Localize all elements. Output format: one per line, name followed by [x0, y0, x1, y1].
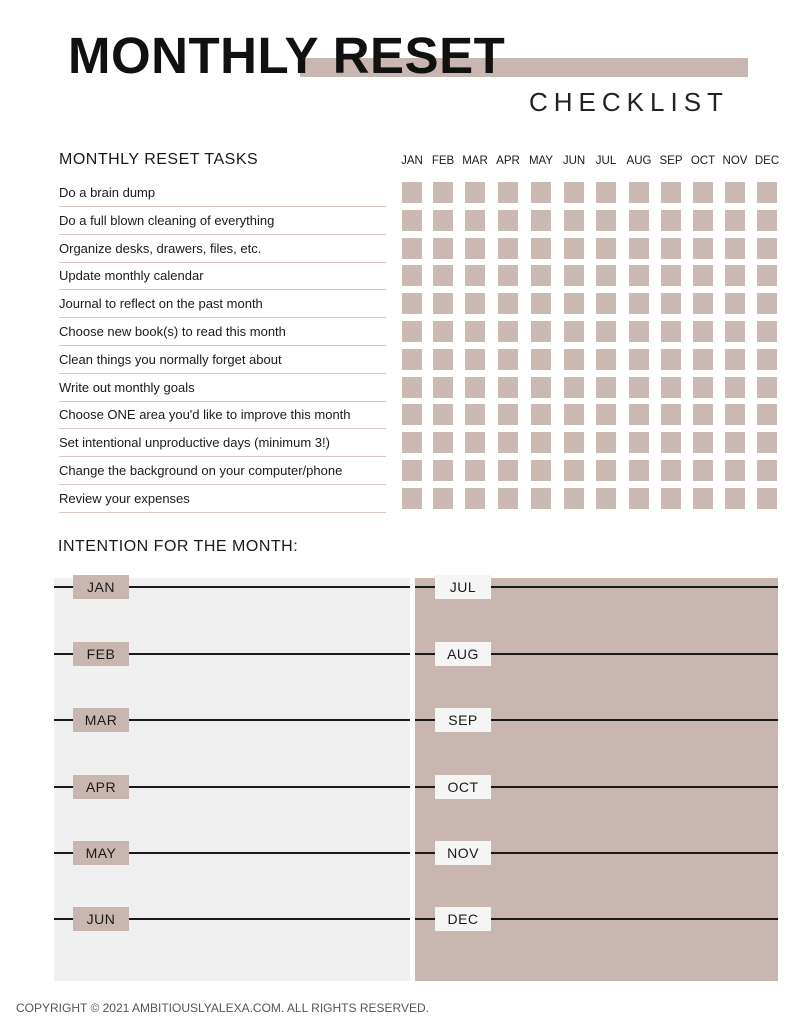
checkbox-jun[interactable]: [564, 293, 584, 314]
checkbox-dec[interactable]: [757, 432, 777, 453]
checkbox-jun[interactable]: [564, 460, 584, 481]
checkbox-mar[interactable]: [465, 460, 485, 481]
checkbox-oct[interactable]: [693, 349, 713, 370]
checkbox-nov[interactable]: [725, 377, 745, 398]
checkbox-oct[interactable]: [693, 321, 713, 342]
checkbox-jan[interactable]: [402, 460, 422, 481]
month-header-mar: MAR: [462, 155, 488, 167]
task-label: Do a full blown cleaning of everything: [59, 207, 386, 235]
checkbox-sep[interactable]: [661, 210, 681, 231]
checkbox-jul[interactable]: [596, 460, 616, 481]
checkbox-jul[interactable]: [596, 432, 616, 453]
intention-month-apr: APR: [73, 775, 129, 799]
task-label: Organize desks, drawers, files, etc.: [59, 235, 386, 263]
checkbox-oct[interactable]: [693, 460, 713, 481]
checkbox-dec[interactable]: [757, 404, 777, 425]
checkbox-feb[interactable]: [433, 321, 453, 342]
month-header-apr: APR: [496, 155, 520, 167]
checkbox-jan[interactable]: [402, 265, 422, 286]
task-label: Update monthly calendar: [59, 262, 386, 290]
month-header-nov: NOV: [722, 155, 748, 167]
checkbox-jan[interactable]: [402, 321, 422, 342]
month-header-jan: JAN: [401, 155, 423, 167]
checkbox-mar[interactable]: [465, 321, 485, 342]
checkbox-dec[interactable]: [757, 293, 777, 314]
checkbox-dec[interactable]: [757, 377, 777, 398]
intention-month-mar: MAR: [73, 708, 129, 732]
tasks-heading: MONTHLY RESET TASKS: [59, 151, 259, 168]
checkbox-may[interactable]: [531, 321, 551, 342]
checkbox-oct[interactable]: [693, 238, 713, 259]
checkbox-nov[interactable]: [725, 210, 745, 231]
checkbox-apr[interactable]: [498, 404, 518, 425]
checkbox-nov[interactable]: [725, 432, 745, 453]
checkbox-jun[interactable]: [564, 182, 584, 203]
checkbox-mar[interactable]: [465, 182, 485, 203]
checkbox-aug[interactable]: [629, 210, 649, 231]
checkbox-jun[interactable]: [564, 404, 584, 425]
checkbox-aug[interactable]: [629, 377, 649, 398]
intention-month-jul: JUL: [435, 575, 491, 599]
checkbox-dec[interactable]: [757, 321, 777, 342]
checkbox-apr[interactable]: [498, 265, 518, 286]
checkbox-jan[interactable]: [402, 488, 422, 509]
checkbox-sep[interactable]: [661, 488, 681, 509]
month-header-sep: SEP: [659, 155, 683, 167]
checkbox-sep[interactable]: [661, 238, 681, 259]
checkbox-jul[interactable]: [596, 265, 616, 286]
checkbox-may[interactable]: [531, 488, 551, 509]
checkbox-dec[interactable]: [757, 238, 777, 259]
checkbox-nov[interactable]: [725, 321, 745, 342]
checkbox-mar[interactable]: [465, 404, 485, 425]
checkbox-nov[interactable]: [725, 349, 745, 370]
task-label: Write out monthly goals: [59, 374, 386, 402]
checkbox-sep[interactable]: [661, 321, 681, 342]
checkbox-apr[interactable]: [498, 349, 518, 370]
checkbox-apr[interactable]: [498, 182, 518, 203]
intentions-heading: INTENTION FOR THE MONTH:: [58, 538, 299, 555]
checkbox-mar[interactable]: [465, 488, 485, 509]
checkbox-sep[interactable]: [661, 265, 681, 286]
checkbox-jul[interactable]: [596, 321, 616, 342]
checkbox-oct[interactable]: [693, 432, 713, 453]
month-header-jul: JUL: [595, 155, 617, 167]
page-title: MONTHLY RESET: [68, 27, 506, 84]
checkbox-jun[interactable]: [564, 349, 584, 370]
intention-month-aug: AUG: [435, 642, 491, 666]
checkbox-feb[interactable]: [433, 293, 453, 314]
checkbox-jan[interactable]: [402, 210, 422, 231]
checkbox-oct[interactable]: [693, 182, 713, 203]
checkbox-nov[interactable]: [725, 460, 745, 481]
checkbox-jan[interactable]: [402, 377, 422, 398]
checkbox-aug[interactable]: [629, 238, 649, 259]
checkbox-apr[interactable]: [498, 488, 518, 509]
checkbox-sep[interactable]: [661, 432, 681, 453]
checkbox-mar[interactable]: [465, 377, 485, 398]
checkbox-apr[interactable]: [498, 321, 518, 342]
checkbox-apr[interactable]: [498, 238, 518, 259]
checkbox-jun[interactable]: [564, 377, 584, 398]
checkbox-sep[interactable]: [661, 460, 681, 481]
checkbox-jan[interactable]: [402, 182, 422, 203]
checkbox-jun[interactable]: [564, 432, 584, 453]
checkbox-aug[interactable]: [629, 293, 649, 314]
checkbox-jul[interactable]: [596, 377, 616, 398]
intention-month-oct: OCT: [435, 775, 491, 799]
checkbox-mar[interactable]: [465, 349, 485, 370]
checkbox-sep[interactable]: [661, 404, 681, 425]
checkbox-jun[interactable]: [564, 321, 584, 342]
intention-month-jun: JUN: [73, 907, 129, 931]
checkbox-jan[interactable]: [402, 404, 422, 425]
task-label: Change the background on your computer/phone: [59, 457, 386, 485]
checkbox-may[interactable]: [531, 377, 551, 398]
checkbox-may[interactable]: [531, 349, 551, 370]
checkbox-feb[interactable]: [433, 265, 453, 286]
checkbox-aug[interactable]: [629, 182, 649, 203]
checkbox-jul[interactable]: [596, 210, 616, 231]
checkbox-jul[interactable]: [596, 404, 616, 425]
checkbox-oct[interactable]: [693, 488, 713, 509]
checkbox-jun[interactable]: [564, 265, 584, 286]
month-header-feb: FEB: [431, 155, 455, 167]
checkbox-sep[interactable]: [661, 293, 681, 314]
checkbox-nov[interactable]: [725, 238, 745, 259]
checkbox-mar[interactable]: [465, 432, 485, 453]
checkbox-oct[interactable]: [693, 293, 713, 314]
checkbox-may[interactable]: [531, 460, 551, 481]
checkbox-dec[interactable]: [757, 182, 777, 203]
checkbox-sep[interactable]: [661, 377, 681, 398]
task-label: Journal to reflect on the past month: [59, 290, 386, 318]
intention-month-may: MAY: [73, 841, 129, 865]
checkbox-jun[interactable]: [564, 210, 584, 231]
intention-month-sep: SEP: [435, 708, 491, 732]
checkbox-jul[interactable]: [596, 349, 616, 370]
checkbox-dec[interactable]: [757, 349, 777, 370]
checkbox-may[interactable]: [531, 238, 551, 259]
checkbox-feb[interactable]: [433, 460, 453, 481]
copyright-notice: COPYRIGHT © 2021 AMBITIOUSLYALEXA.COM. ALL RIGHTS RESERVED.: [16, 1001, 429, 1015]
checkbox-dec[interactable]: [757, 488, 777, 509]
checkbox-jul[interactable]: [596, 182, 616, 203]
checkbox-sep[interactable]: [661, 182, 681, 203]
checkbox-nov[interactable]: [725, 404, 745, 425]
checkbox-aug[interactable]: [629, 349, 649, 370]
checkbox-jan[interactable]: [402, 238, 422, 259]
checkbox-aug[interactable]: [629, 404, 649, 425]
intention-month-jan: JAN: [73, 575, 129, 599]
checkbox-oct[interactable]: [693, 404, 713, 425]
checkbox-feb[interactable]: [433, 488, 453, 509]
checkbox-dec[interactable]: [757, 210, 777, 231]
month-header-may: MAY: [528, 155, 554, 167]
checkbox-apr[interactable]: [498, 377, 518, 398]
checkbox-dec[interactable]: [757, 460, 777, 481]
checkbox-feb[interactable]: [433, 349, 453, 370]
checkbox-feb[interactable]: [433, 377, 453, 398]
checkbox-jul[interactable]: [596, 488, 616, 509]
checkbox-aug[interactable]: [629, 265, 649, 286]
checkbox-jun[interactable]: [564, 488, 584, 509]
intention-month-nov: NOV: [435, 841, 491, 865]
checkbox-oct[interactable]: [693, 265, 713, 286]
checkbox-may[interactable]: [531, 265, 551, 286]
task-label: Do a brain dump: [59, 179, 386, 207]
task-label: Choose new book(s) to read this month: [59, 318, 386, 346]
checkbox-aug[interactable]: [629, 432, 649, 453]
checkbox-apr[interactable]: [498, 460, 518, 481]
checkbox-may[interactable]: [531, 293, 551, 314]
checkbox-aug[interactable]: [629, 321, 649, 342]
page-subtitle: CHECKLIST: [529, 87, 729, 117]
month-header-oct: OCT: [690, 155, 716, 167]
checkbox-feb[interactable]: [433, 210, 453, 231]
checkbox-mar[interactable]: [465, 293, 485, 314]
checkbox-aug[interactable]: [629, 460, 649, 481]
checkbox-dec[interactable]: [757, 265, 777, 286]
month-header-jun: JUN: [562, 155, 586, 167]
checkbox-feb[interactable]: [433, 238, 453, 259]
checkbox-nov[interactable]: [725, 488, 745, 509]
checkbox-mar[interactable]: [465, 210, 485, 231]
checkbox-nov[interactable]: [725, 182, 745, 203]
checkbox-apr[interactable]: [498, 432, 518, 453]
checkbox-jan[interactable]: [402, 349, 422, 370]
checkbox-jul[interactable]: [596, 293, 616, 314]
checkbox-jun[interactable]: [564, 238, 584, 259]
checkbox-may[interactable]: [531, 210, 551, 231]
checkbox-apr[interactable]: [498, 293, 518, 314]
checkbox-may[interactable]: [531, 182, 551, 203]
checkbox-feb[interactable]: [433, 432, 453, 453]
checkbox-sep[interactable]: [661, 349, 681, 370]
task-label: Choose ONE area you'd like to improve this month: [59, 401, 386, 429]
month-header-dec: DEC: [754, 155, 780, 167]
checkbox-mar[interactable]: [465, 265, 485, 286]
checkbox-feb[interactable]: [433, 404, 453, 425]
checkbox-may[interactable]: [531, 404, 551, 425]
checkbox-jan[interactable]: [402, 293, 422, 314]
checkbox-oct[interactable]: [693, 210, 713, 231]
checkbox-jan[interactable]: [402, 432, 422, 453]
checkbox-nov[interactable]: [725, 293, 745, 314]
intention-month-dec: DEC: [435, 907, 491, 931]
checkbox-feb[interactable]: [433, 182, 453, 203]
task-label: Clean things you normally forget about: [59, 346, 386, 374]
checkbox-jul[interactable]: [596, 238, 616, 259]
intention-month-feb: FEB: [73, 642, 129, 666]
checkbox-apr[interactable]: [498, 210, 518, 231]
checkbox-nov[interactable]: [725, 265, 745, 286]
checkbox-aug[interactable]: [629, 488, 649, 509]
checkbox-mar[interactable]: [465, 238, 485, 259]
checkbox-oct[interactable]: [693, 377, 713, 398]
month-header-aug: AUG: [626, 155, 652, 167]
task-label: Set intentional unproductive days (minimum 3!): [59, 429, 386, 457]
checkbox-may[interactable]: [531, 432, 551, 453]
task-label: Review your expenses: [59, 485, 386, 513]
